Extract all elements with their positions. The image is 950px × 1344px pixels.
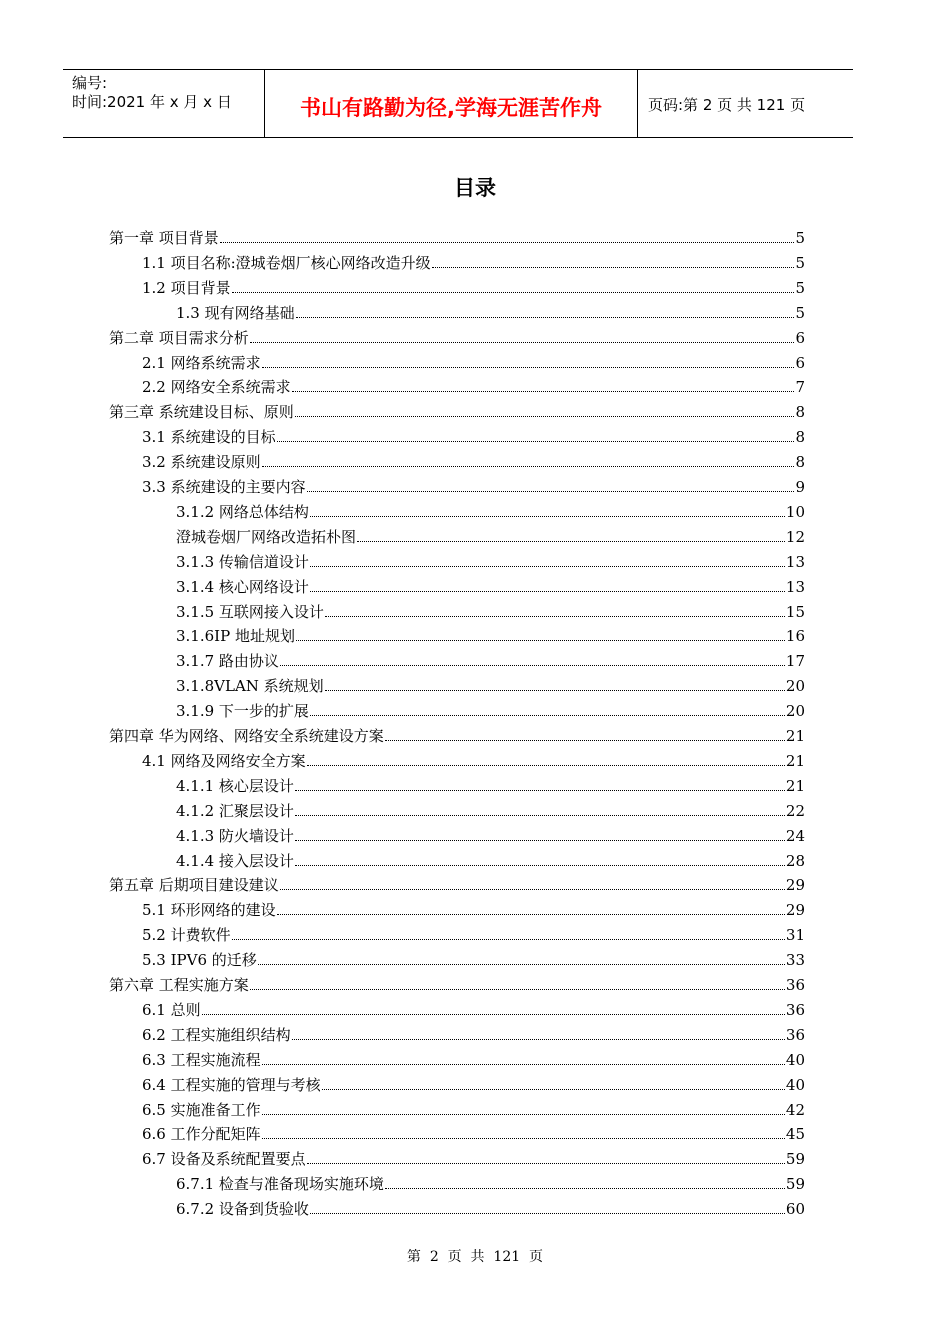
page-footer: 第 2 页 共 121 页 [406,1249,544,1265]
toc-entry[interactable] [142,1021,805,1045]
toc-entry-page: 17 [785,652,805,671]
toc-dot-leader [385,740,785,741]
toc-entry-title: 4.1 网络及网络安全方案 [142,751,306,770]
toc-entry-page: 5 [795,229,805,247]
toc-entry-title: 6.7 设备及系统配置要点 [142,1150,306,1169]
toc-entry[interactable] [142,1096,805,1120]
toc-entry[interactable] [176,697,805,721]
toc-entry[interactable] [142,921,805,945]
toc-dot-leader [220,242,795,243]
toc-entry[interactable] [176,523,805,547]
toc-dot-leader [262,1064,785,1065]
toc-entry-page: 16 [785,627,805,646]
toc-dot-leader [357,541,785,542]
toc-entry-page: 5 [795,253,805,272]
toc-entry-page: 42 [785,1100,805,1119]
toc-entry-page: 29 [785,876,805,895]
toc-entry-page: 21 [785,776,805,795]
header-motto-cell [265,70,638,137]
toc-dot-leader [307,765,785,766]
toc-entry-title: 第五章 后期项目建设建议 [109,876,279,895]
toc-dot-leader [295,790,785,791]
toc-entry-page: 20 [785,677,805,696]
toc-entry-title: 3.1.7 路由协议 [176,652,279,671]
toc-entry[interactable] [142,473,805,497]
toc-entry-page: 15 [785,602,805,621]
document-time-label: 时间:2021 年 x 月 x 日 [72,93,232,111]
header-left-cell [63,70,265,137]
toc-entry-title: 4.1.1 核心层设计 [176,776,294,795]
toc-entry-title: 3.1.6IP 地址规划 [176,627,295,646]
toc-dot-leader [232,939,785,940]
toc-entry-title: 澄城卷烟厂网络改造拓朴图 [176,527,357,546]
toc-dot-leader [310,516,785,517]
toc-entry[interactable] [142,946,805,970]
toc-entry[interactable] [142,448,805,472]
header-motto: 书山有路勤为径,学海无涯苦作舟 [300,96,602,120]
toc-entry[interactable] [176,299,805,323]
toc-entry-page: 10 [785,502,805,521]
toc-dot-leader [310,715,785,716]
toc-dot-leader [385,1188,785,1189]
toc-dot-leader [307,1163,785,1164]
toc-entry[interactable] [109,224,805,248]
toc-dot-leader [295,865,785,866]
toc-dot-leader [325,616,785,617]
toc-entry[interactable] [142,1120,805,1144]
toc-entry-page: 29 [785,901,805,920]
toc-entry-page: 9 [795,478,805,496]
toc-dot-leader [432,267,795,268]
toc-dot-leader [307,491,795,492]
toc-entry-page: 59 [785,1175,805,1194]
toc-entry-title: 1.2 项目背景 [142,278,231,297]
toc-dot-leader [295,416,795,417]
toc-entry-page: 31 [785,926,805,945]
toc-entry[interactable] [109,398,805,422]
toc-entry-title: 5.1 环形网络的建设 [142,901,276,920]
toc-entry[interactable] [109,324,805,348]
toc-entry-title: 4.1.3 防火墙设计 [176,826,294,845]
toc-dot-leader [325,690,785,691]
document-number-label: 编号: [72,74,108,92]
toc-dot-leader [277,441,795,442]
toc-dot-leader [250,989,785,990]
toc-entry[interactable] [142,349,805,373]
toc-entry[interactable] [176,647,805,671]
toc-entry-page: 24 [785,826,805,845]
toc-entry-page: 5 [795,303,805,322]
toc-entry-page: 8 [795,428,805,447]
toc-dot-leader [292,391,795,392]
toc-entry[interactable] [176,822,805,846]
toc-entry-title: 3.1.4 核心网络设计 [176,577,309,596]
toc-dot-leader [280,889,785,890]
toc-dot-leader [296,317,795,318]
toc-entry-title: 6.7.2 设备到货验收 [176,1200,309,1219]
toc-entry-page: 20 [785,702,805,721]
toc-entry[interactable] [176,772,805,796]
toc-dot-leader [280,665,785,666]
toc-entry-title: 6.4 工程实施的管理与考核 [142,1075,321,1094]
toc-entry-page: 5 [795,278,805,297]
toc-entry[interactable] [176,1195,805,1219]
toc-entry-page: 8 [795,453,805,472]
toc-entry-page: 7 [795,378,805,397]
toc-entry-title: 6.6 工作分配矩阵 [142,1125,261,1144]
toc-entry-page: 13 [785,577,805,596]
toc-entry[interactable] [142,1071,805,1095]
toc-entry-page: 36 [785,1025,805,1044]
toc-entry-page: 40 [785,1075,805,1094]
toc-entry-title: 第六章 工程实施方案 [109,976,249,994]
toc-entry-title: 3.3 系统建设的主要内容 [142,478,306,496]
toc-entry-title: 6.2 工程实施组织结构 [142,1025,291,1044]
toc-entry[interactable] [142,996,805,1020]
toc-entry-page: 21 [785,751,805,770]
toc-entry[interactable] [142,373,805,397]
toc-title: 目录 [454,176,496,200]
toc-entry[interactable] [176,498,805,522]
page-header [63,69,853,138]
toc-dot-leader [250,342,795,343]
toc-entry-page: 40 [785,1050,805,1069]
toc-dot-leader [262,1138,785,1139]
toc-entry-title: 2.2 网络安全系统需求 [142,378,291,397]
toc-entry-page: 22 [785,801,805,820]
toc-entry-page: 12 [785,527,805,546]
toc-dot-leader [310,566,785,567]
toc-entry[interactable] [142,423,805,447]
toc-entry-title: 6.1 总则 [142,1000,201,1019]
toc-entry[interactable] [176,797,805,821]
toc-entry-title: 2.1 网络系统需求 [142,353,261,372]
toc-entry-page: 6 [795,328,805,347]
toc-entry-title: 1.3 现有网络基础 [176,303,295,322]
toc-entry-title: 6.5 实施准备工作 [142,1100,261,1119]
toc-entry-title: 3.1.5 互联网接入设计 [176,602,324,621]
toc-entry-page: 21 [785,727,805,745]
toc-entry-title: 5.2 计费软件 [142,926,231,945]
toc-entry-page: 36 [785,1000,805,1019]
toc-entry[interactable] [176,598,805,622]
toc-entry[interactable] [176,548,805,572]
toc-entry-title: 3.2 系统建设原则 [142,453,261,472]
toc-dot-leader [232,292,795,293]
toc-dot-leader [277,914,785,915]
toc-dot-leader [258,964,785,965]
toc-dot-leader [262,466,795,467]
toc-dot-leader [202,1014,785,1015]
toc-dot-leader [310,591,785,592]
toc-entry-page: 6 [795,353,805,372]
toc-dot-leader [295,815,785,816]
toc-entry-page: 45 [785,1125,805,1144]
toc-dot-leader [262,367,795,368]
toc-entry[interactable] [142,1046,805,1070]
toc-entry-page: 13 [785,552,805,571]
toc-entry[interactable] [176,573,805,597]
toc-entry[interactable] [109,871,805,895]
toc-dot-leader [262,1114,785,1115]
toc-entry[interactable] [142,747,805,771]
header-page-cell [638,70,853,137]
toc-entry-title: 第一章 项目背景 [109,229,219,247]
toc-entry-page: 59 [785,1150,805,1169]
toc-entry-page: 60 [785,1200,805,1219]
toc-entry-title: 6.7.1 检查与准备现场实施环境 [176,1175,384,1194]
toc-entry[interactable] [109,722,805,746]
toc-entry[interactable] [142,249,805,273]
toc-entry-title: 第四章 华为网络、网络安全系统建设方案 [109,727,384,745]
toc-entry[interactable] [142,1145,805,1169]
toc-entry[interactable] [142,896,805,920]
toc-entry-title: 6.3 工程实施流程 [142,1050,261,1069]
toc-entry-title: 1.1 项目名称:澄城卷烟厂核心网络改造升级 [142,253,431,272]
toc-entry[interactable] [176,1170,805,1194]
toc-entry-page: 8 [795,403,805,422]
toc-entry-title: 4.1.2 汇聚层设计 [176,801,294,820]
toc-entry-title: 3.1.8VLAN 系统规划 [176,677,324,696]
toc-dot-leader [322,1089,785,1090]
toc-entry-title: 5.3 IPV6 的迁移 [142,951,257,970]
toc-dot-leader [296,640,785,641]
header-page-code: 页码:第 2 页 共 121 页 [648,96,806,114]
toc-entry-title: 3.1 系统建设的目标 [142,428,276,447]
toc-entry[interactable] [176,622,805,646]
toc-entry-title: 3.1.2 网络总体结构 [176,502,309,521]
toc-entry-title: 3.1.3 传输信道设计 [176,552,309,571]
toc-entry-page: 28 [785,851,805,870]
toc-entry-page: 36 [785,976,805,994]
toc-dot-leader [310,1213,785,1214]
toc-entry-title: 第三章 系统建设目标、原则 [109,403,294,422]
toc-dot-leader [292,1039,785,1040]
toc-entry-page: 33 [785,951,805,970]
toc-entry[interactable] [176,847,805,871]
toc-entry[interactable] [176,672,805,696]
toc-dot-leader [295,840,785,841]
toc-entry-title: 3.1.9 下一步的扩展 [176,702,309,721]
toc-entry[interactable] [142,274,805,298]
toc-entry-title: 4.1.4 接入层设计 [176,851,294,870]
toc-entry-title: 第二章 项目需求分析 [109,328,249,347]
toc-entry[interactable] [109,971,805,995]
